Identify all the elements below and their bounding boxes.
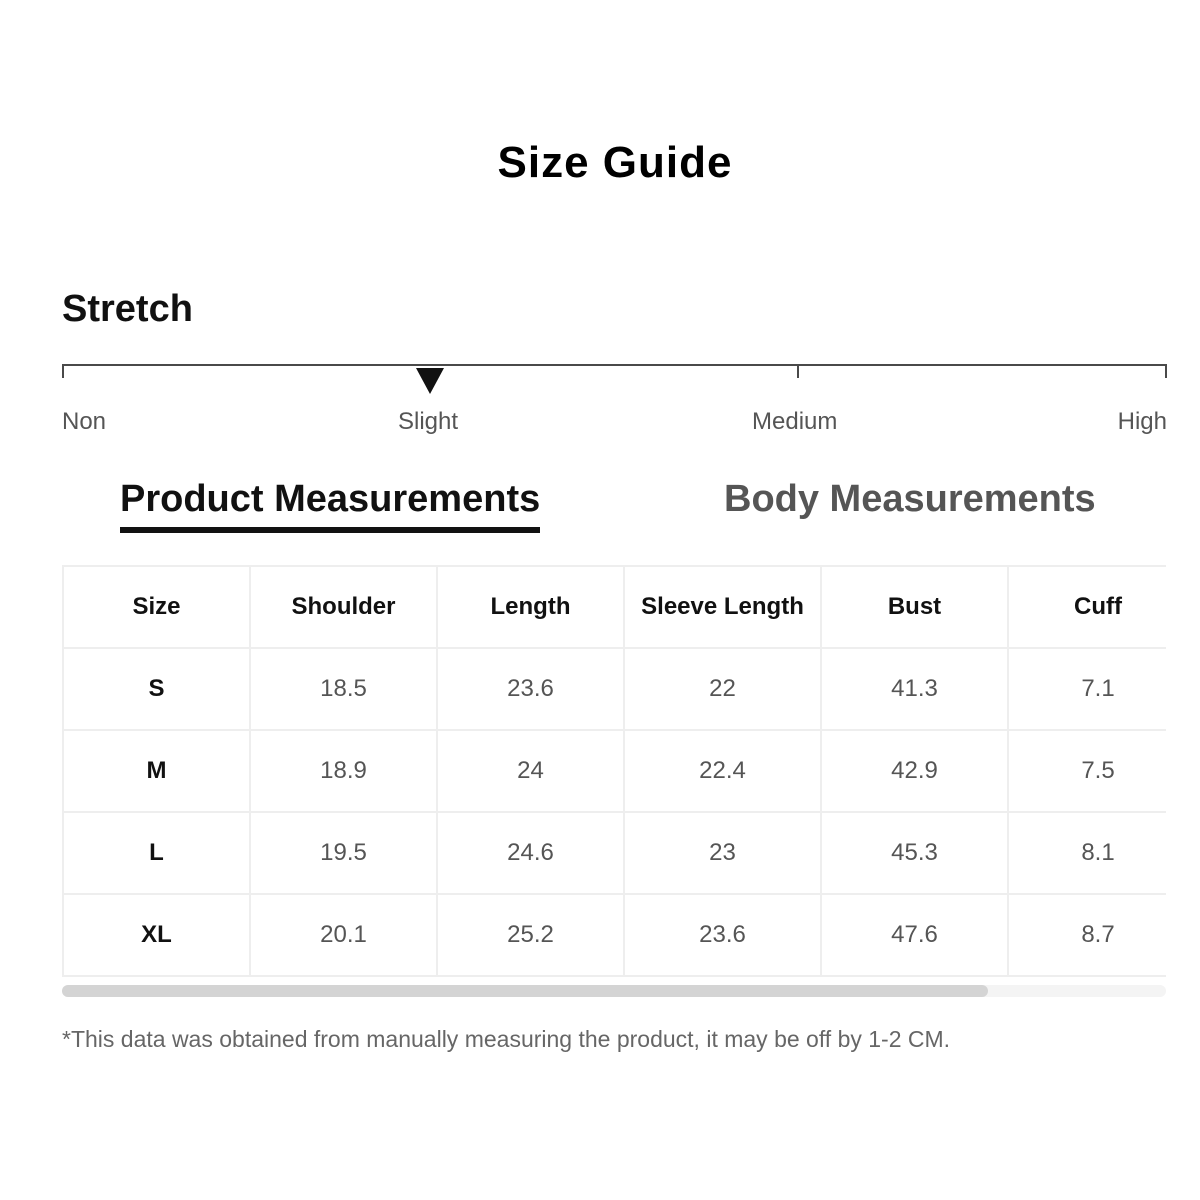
table-row bbox=[63, 730, 1166, 812]
table-cell: 20.1 bbox=[250, 894, 437, 976]
table-cell: 8.1 bbox=[1008, 812, 1166, 894]
table-cell: S bbox=[63, 648, 250, 730]
stretch-label-non: Non bbox=[62, 408, 107, 435]
table-cell: 25.2 bbox=[437, 894, 624, 976]
stretch-heading: Stretch bbox=[62, 288, 193, 330]
size-table-container[interactable] bbox=[62, 565, 1166, 985]
table-cell: L bbox=[63, 812, 250, 894]
table-scrollbar-thumb[interactable] bbox=[62, 985, 988, 997]
stretch-tick-medium bbox=[797, 364, 799, 378]
table-cell: 42.9 bbox=[821, 730, 1008, 812]
table-header-row bbox=[63, 566, 1166, 648]
table-cell: 18.5 bbox=[250, 648, 437, 730]
table-cell: 47.6 bbox=[821, 894, 1008, 976]
stretch-label-slight: Slight bbox=[398, 408, 459, 435]
table-cell: 8.7 bbox=[1008, 894, 1166, 976]
stretch-label-medium: Medium bbox=[752, 408, 838, 435]
measurement-footnote: *This data was obtained from manually measuring the product, it may be off by 1-2 CM. bbox=[62, 1026, 951, 1052]
stretch-tick-non bbox=[62, 364, 64, 378]
table-row bbox=[63, 812, 1166, 894]
tab-product-measurements[interactable]: Product Measurements bbox=[120, 478, 540, 533]
table-cell: 7.5 bbox=[1008, 730, 1166, 812]
page-title: Size Guide bbox=[497, 138, 733, 187]
column-header-length: Length bbox=[437, 566, 624, 648]
table-cell: 41.3 bbox=[821, 648, 1008, 730]
table-cell: M bbox=[63, 730, 250, 812]
table-cell: 19.5 bbox=[250, 812, 437, 894]
column-header-cuff: Cuff bbox=[1008, 566, 1166, 648]
stretch-level-marker-icon bbox=[416, 368, 444, 394]
table-cell: 23.6 bbox=[624, 894, 821, 976]
table-cell: 23 bbox=[624, 812, 821, 894]
size-table bbox=[62, 565, 1166, 977]
tab-body-measurements[interactable]: Body Measurements bbox=[724, 478, 1096, 520]
table-cell: XL bbox=[63, 894, 250, 976]
table-row bbox=[63, 648, 1166, 730]
column-header-bust: Bust bbox=[821, 566, 1008, 648]
table-scrollbar[interactable] bbox=[62, 985, 1166, 997]
table-cell: 18.9 bbox=[250, 730, 437, 812]
table-cell: 24.6 bbox=[437, 812, 624, 894]
table-row bbox=[63, 894, 1166, 976]
column-header-shoulder: Shoulder bbox=[250, 566, 437, 648]
table-cell: 24 bbox=[437, 730, 624, 812]
table-cell: 22.4 bbox=[624, 730, 821, 812]
stretch-scale bbox=[62, 364, 1167, 444]
column-header-sleeve-length: Sleeve Length bbox=[624, 566, 821, 648]
stretch-label-high: High bbox=[1117, 408, 1167, 435]
table-cell: 45.3 bbox=[821, 812, 1008, 894]
table-cell: 7.1 bbox=[1008, 648, 1166, 730]
table-cell: 22 bbox=[624, 648, 821, 730]
stretch-scale-line bbox=[62, 364, 1167, 366]
table-cell: 23.6 bbox=[437, 648, 624, 730]
column-header-size: Size bbox=[63, 566, 250, 648]
stretch-tick-high bbox=[1165, 364, 1167, 378]
